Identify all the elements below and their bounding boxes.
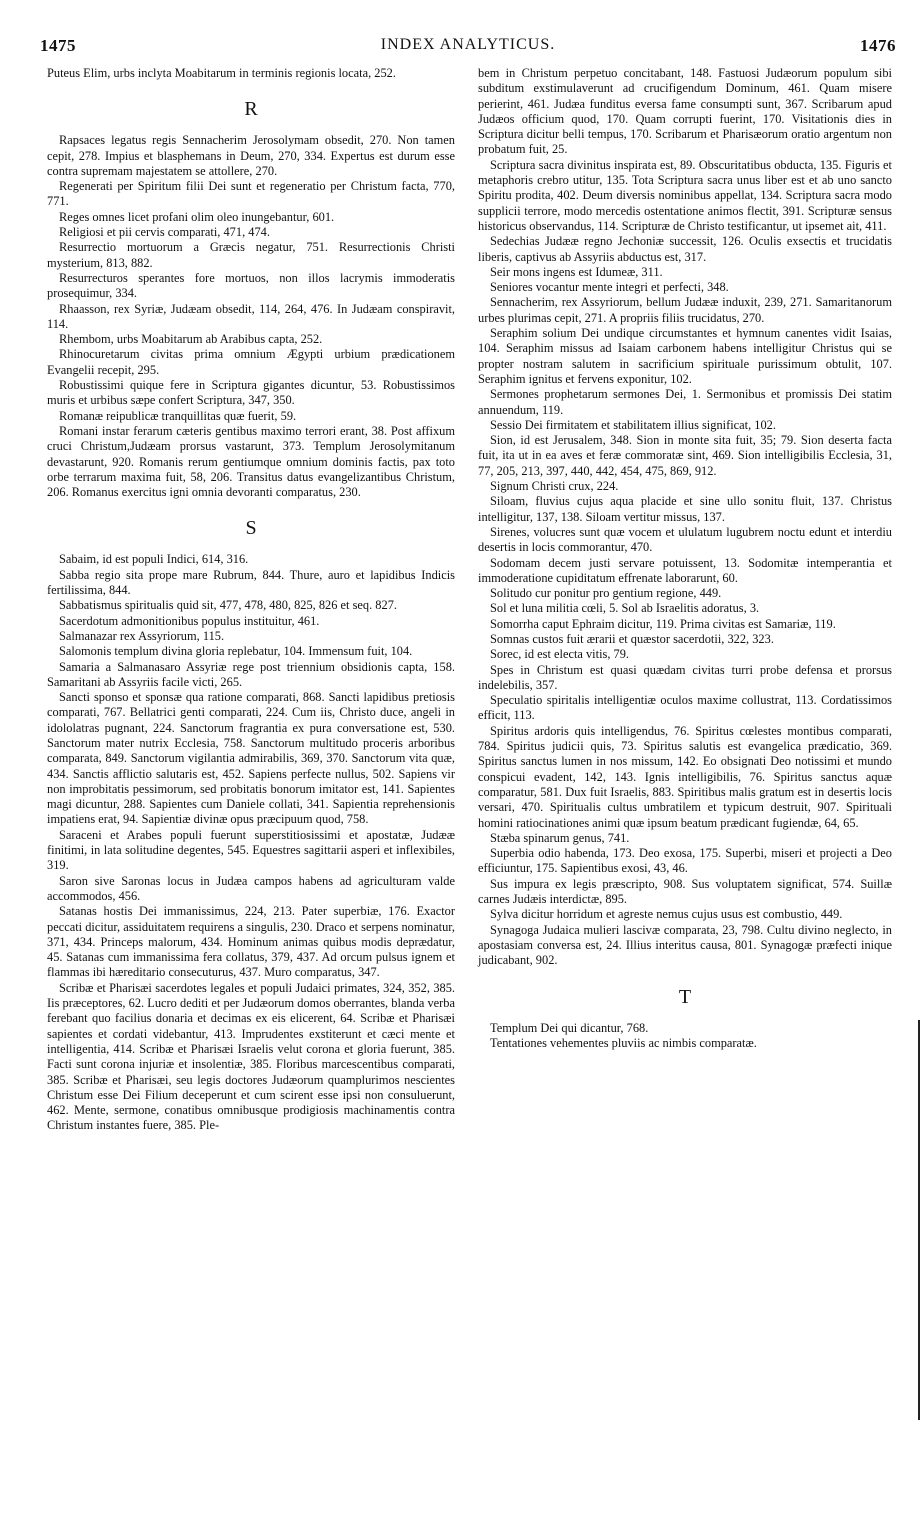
index-entry: Sabaim, id est populi Indici, 614, 316. <box>59 552 249 567</box>
index-entry: Templum Dei qui dicantur, 768. <box>490 1020 649 1035</box>
page-header <box>40 36 896 60</box>
index-entry: Salomonis templum divina gloria replebatur, 104. Immensum fuit, 104. <box>59 644 413 659</box>
index-entry: Sirenes, volucres sunt quæ vocem et ululatum lugubrem noctu edunt et interdiu desertis in locis commorantur, 470. <box>478 524 892 555</box>
index-entry: Somorrha caput Ephraim dicitur, 119. Prima civitas est Samariæ, 119. <box>490 616 836 631</box>
index-entry: Tentationes vehementes pluviis ac nimbis comparatæ. <box>490 1035 757 1050</box>
index-entry: Sabba regio sita prope mare Rubrum, 844. Thure, auro et lapidibus Indicis fertilissima, 844. <box>47 567 455 598</box>
page-number-left: 1475 <box>40 36 76 55</box>
left-column <box>47 66 455 1134</box>
index-entry: Rhembom, urbs Moabitarum ab Arabibus capta, 252. <box>59 332 323 347</box>
index-entry: Sion, id est Jerusalem, 348. Sion in monte sita fuit, 35; 79. Sion deserta facta fuit, ita ut in ea aves et feræ commoratæ sint, 469. Sion intelligibilis Ecclesia, 31, 77, 205, 213, 397, 440, 442, 454, 475, 869, 912. <box>478 433 892 478</box>
index-entry: Rhaasson, rex Syriæ, Judæam obsedit, 114, 264, 476. In Judæam conspiravit, 114. <box>47 301 455 331</box>
index-entry: Scribæ et Pharisæi sacerdotes legales et populi Judaici primates, 324, 352, 385. Iis præceptores, 62. Lucro dediti et per Judæorum domos oberrantes, blanda verba ferebant quo facilius donaria et decimas ex eis elicerent, 64. Scribæ et Pharisæi sapientes et cordati videbantur, 413. Imprudentes exstiterunt et cæci mente et intelligentia, 414. Scribæ et Pharisæi Israelis velut corona et gloria fuerunt, 385. Facti sunt corona injuriæ et insolentiæ, 385. Floribus marcescentibus comparati, 385. Scribæ et Pharisæi, seu legis doctores Judæorum quamplurimos nescientes Christum esse Dei Filium deceperunt et cum scirent esse ipsi non consuluerunt, 462. Mente, sermone, conatibus omnibusque prodigiosis machinamentis contra Christum instantes fuere, 385. Ple- <box>47 980 455 1133</box>
index-entry: Siloam, fluvius cujus aqua placide et sine ullo sonitu fluit, 137. Christus intelligitur, 137, 138. Siloam vertitur missus, 137. <box>478 494 892 524</box>
index-entry: Sabbatismus spiritualis quid sit, 477, 478, 480, 825, 826 et seq. 827. <box>59 598 397 613</box>
margin-rule <box>918 1020 920 1420</box>
index-entry: Seniores vocantur mente integri et perfecti, 348. <box>490 280 729 295</box>
index-entry: Sus impura ex legis præscripto, 908. Sus voluptatem significat, 574. Suillæ carnes Judæis interdictæ, 895. <box>478 876 892 907</box>
index-entry: Sancti sponso et sponsæ qua ratione comparati, 868. Sancti lapidibus pretiosis comparati, 767. Bellatrici genti comparati, 224. Cum iis, Christo duce, angeli in idololatras pugnant, 224. Sanctorum fragrantia ex pura conversatione est, 530. Sanctorum mater nutrix Ecclesia, 758. Sanctorum multitudo proceris arboribus comparata, 849. Sanctorum vigilantia admirabilis, 369, 370. Sanctorum vita quæ, 434. Sanctis afflictio salutaris est, 452. Sapiens perfecte nullus, 502. Sapiens vir non improbitatis pessimorum, sed probitatis bonorum imitator est, 141. Sapientes magi dicuntur, 288. Sapientes cum Daniele collati, 341. Sapientia reprehensionis impatiens erat, 94. Sapientiæ divinæ opus præcipuum quod, 758. <box>47 690 455 827</box>
index-entry: Salmanazar rex Assyriorum, 115. <box>59 628 225 643</box>
index-entry: Satanas hostis Dei immanissimus, 224, 213. Pater superbiæ, 176. Exactor peccati dicitur, assiduitatem requirens a singulis, 230. Draco et serpens nominatur, 371, 434. Princeps malorum, 434. Hominum animas quibus modis deprædatur, 45. Satanas cum immanissima fera collatus, 379, 437. Ad orcum pulsus ignem et flammas ibi hæreditario consecuturus, 437. Muro comparatus, 347. <box>47 904 455 980</box>
entry-continuation: Puteus Elim, urbs inclyta Moabitarum in terminis regionis locata, 252. <box>47 66 396 80</box>
index-entry: Rhinocuretarum civitas prima omnium Ægypti urbium prædicationem Evangelii recepit, 295. <box>47 347 455 377</box>
index-entry: Sodomam decem justi servare potuissent, 13. Sodomitæ intemperantia et immoderatione cupiditatum effrenate laborarunt, 60. <box>478 555 892 585</box>
index-entry: Solitudo cur ponitur pro gentium regione, 449. <box>490 586 722 601</box>
right-column <box>478 66 892 1051</box>
index-entry: Resurrectio mortuorum a Græcis negatur, 751. Resurrectionis Christi mysterium, 813, 882. <box>47 240 455 270</box>
index-entry: Somnas custos fuit ærarii et quæstor sacerdotii, 322, 323. <box>490 631 774 646</box>
index-entry: Rapsaces legatus regis Sennacherim Jerosolymam obsedit, 270. Non tamen cepit, 278. Impius et blasphemans in Deum, 270, 334. Expertus est durum esse contra supremam majestatem se attollere, 270. <box>47 133 455 178</box>
index-entry: Seir mons ingens est Idumeæ, 311. <box>490 264 663 279</box>
index-entry: Speculatio spiritalis intelligentiæ oculos maxime collustrat, 113. Cordatissimos efficit, 113. <box>478 693 892 723</box>
index-entry: Synagoga Judaica mulieri lascivæ comparata, 23, 798. Cultu divino neglecto, in apostasiam conversa est, 24. Illius interitus causa, 801. Synagogæ præfecti inique judicabant, 902. <box>478 922 892 968</box>
index-entry: Scriptura sacra divinitus inspirata est, 89. Obscuritatibus obducta, 135. Figuris et metaphoris crebro utitur, 135. Tota Scriptura sacra unus liber est et ab uno sancto Spiritu prodita, 402. Deum diversis nominibus appellat, 134. Scriptura sacra modo supplicii terrore, modo mercedis ostentatione animos flectit, 391. Scripturæ sensus historicus observandus, 114. Scripturæ de Christo testificantur, ut ipsemet ait, 411. <box>478 157 892 233</box>
index-entry: Spes in Christum est quasi quædam civitas turri probe defensa et prorsus indelebilis, 357. <box>478 662 892 692</box>
index-entry: Samaria a Salmanasaro Assyriæ rege post triennium obsidionis capta, 158. Samaritani ab Assyriis facile victi, 265. <box>47 659 455 689</box>
index-entry: Sessio Dei firmitatem et stabilitatem illius significat, 102. <box>490 417 776 432</box>
index-entry: Regenerati per Spiritum filii Dei sunt et regeneratio per Christum facta, 770, 771. <box>47 179 455 209</box>
index-entry: Robustissimi quique fere in Scriptura gigantes dicuntur, 53. Robustissimos muris et urbibus sæpe confert Scriptura, 347, 350. <box>47 378 455 408</box>
index-entry: Sylva dicitur horridum et agreste nemus cujus usus est combustio, 449. <box>490 907 843 922</box>
section-letter: R <box>244 98 258 121</box>
index-entry: Sennacherim, rex Assyriorum, bellum Judææ induxit, 239, 271. Samaritanorum urbes plurimas cepit, 271. A propriis filiis trucidatus, 270. <box>478 295 892 325</box>
index-entry: Sermones prophetarum sermones Dei, 1. Sermonibus et promissis Dei statim annuendum, 119. <box>478 387 892 417</box>
index-entry: Stæba spinarum genus, 741. <box>490 830 630 845</box>
index-entry: Sol et luna militia cœli, 5. Sol ab Israelitis adoratus, 3. <box>490 601 760 616</box>
index-entry: Superbia odio habenda, 173. Deo exosa, 175. Superbi, miseri et projecti a Deo efficiuntur, 175. Sapientibus exosi, 43, 46. <box>478 846 892 876</box>
page-number-right: 1476 <box>860 36 896 55</box>
entry-continuation: bem in Christum perpetuo concitabant, 148. Fastuosi Judæorum populum sibi subditum exstimulaverunt ad crucifigendum Dominum, 461. Quam misere perierint, 461. Judæa funditus eversa fame consumpti sunt, 367. Scribarum apud Judæos officium quod, 170. Quam corrupti fuerint, 170. Visitationis dies in Scriptura dicitur belli tempus, 170. Scribarum et Pharisæorum oratio argentum non probatum fuit, 25. <box>478 66 892 157</box>
index-entry: Romanæ reipublicæ tranquillitas quæ fuerit, 59. <box>59 408 297 423</box>
index-entry: Saron sive Saronas locus in Judæa campos habens ad agriculturam valde accommodos, 456. <box>47 873 455 903</box>
index-entry: Religiosi et pii cervis comparati, 471, 474. <box>59 225 270 240</box>
section-letter: S <box>245 517 257 540</box>
index-entry: Sacerdotum admonitionibus populus instituitur, 461. <box>59 613 320 628</box>
index-entry: Reges omnes licet profani olim oleo inungebantur, 601. <box>59 209 335 224</box>
index-entry: Signum Christi crux, 224. <box>490 479 619 494</box>
index-entry: Sorec, id est electa vitis, 79. <box>490 647 630 662</box>
index-entry: Romani instar ferarum cæteris gentibus maximo terrori erant, 38. Post affixum cruci Christum,Judæam prorsus vastarunt, 373. Templum Jerosolymitanum devastarunt, 920. Romanis rerum gentiumque omnium dominis factis, pax toto orbe terrarum maxima fuit, 58, 206. Transitus datus evangelizantibus Christum, 206. Romanus exercitus igni omnia devoranti comparatus, 230. <box>47 423 455 500</box>
index-entry: Seraphim solium Dei undique circumstantes et hymnum canentes vidit Isaias, 104. Seraphim missus ad Isaiam carbonem habens intelligitur Christus qui se propter nostram salutem in sacrificium spirituale purissimum obtulit, 107. Seraphim ignitus et fervens exponitur, 102. <box>478 326 892 386</box>
index-entry: Resurrecturos sperantes fore mortuos, non illos lacrymis immoderatis prosequimur, 334. <box>47 270 455 301</box>
running-title: INDEX ANALYTICUS. <box>380 36 556 53</box>
index-entry: Spiritus ardoris quis intelligendus, 76. Spiritus cœlestes montibus comparati, 784. Spiritus judicii quis, 73. Spiritus salutis est evangelica prædicatio, 369. Spiritus sanctus lumen in nos missum, 142. Eo obsignati Deo notissimi et mundo conspicui evadent, 142, 143. Ignis intelligibilis, 76. Spiritus sanctus aquæ comparatur, 581. Dux fuit Israelis, 883. Spiritibus malis gratum est in desertis locis versari, 470. Spiritualis cultus umbratilem et typicum destruit, 907. Spirituali homini ratiocinationes animi quæ ipsum beatum prædicant fugiendæ, 64, 65. <box>478 723 892 830</box>
section-letter: T <box>678 985 692 1008</box>
index-entry: Saraceni et Arabes populi fuerunt superstitiosissimi et apostatæ, Judææ finitimi, in lata solitudine degentes, 545. Equestres sagittarii asperi et inflexibiles, 319. <box>47 827 455 873</box>
index-entry: Sedechias Judææ regno Jechoniæ successit, 126. Oculis exsectis et trucidatis liberis, captivus ab Assyriis abductus est, 317. <box>478 234 892 264</box>
